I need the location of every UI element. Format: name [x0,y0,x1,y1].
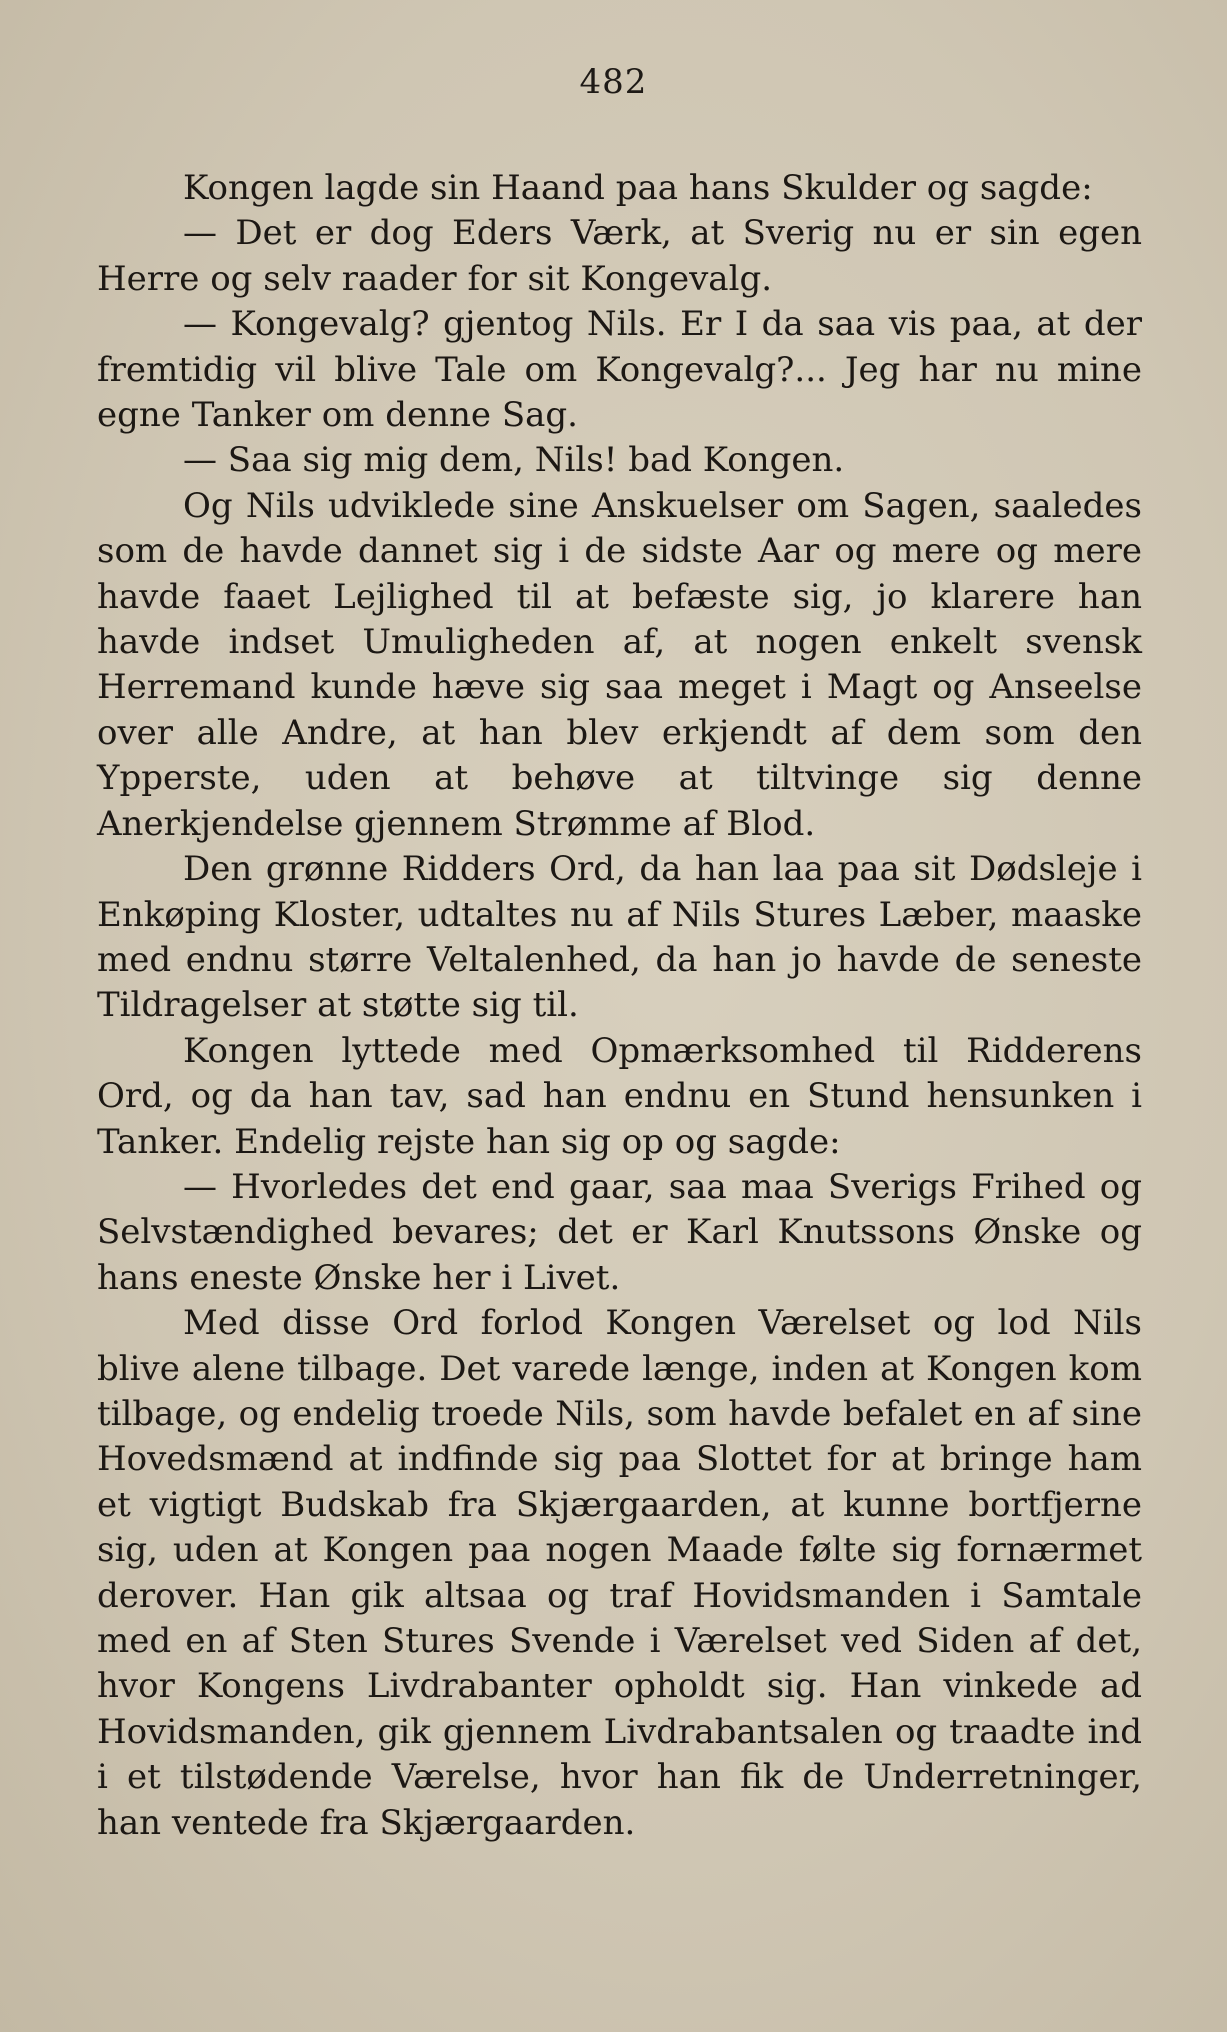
paragraph: Kongen lagde sin Haand paa hans Skulder og sagde: [183,168,1093,208]
paragraph: — Hvorledes det end gaar, saa maa Sverigs Frihed og Selvstændighed bevares; det er Karl Knutssons Ønske og hans eneste Ønske her i Livet. [97,1166,1142,1298]
paragraph: Og Nils udviklede sine Anskuelser om Sagen, saaledes som de havde dannet sig i de sidste Aar og mere og mere havde faaet Lejlighed til at befæste sig, jo klarere han havde indset Umuligheden af, at nogen enkelt svensk Herremand kunde hæve sig saa meget i Magt og Anseelse over alle Andre, at han blev erkjendt af dem som den Ypperste, uden at behøve at tiltvinge sig denne Anerkjendelse gjennem Strømme af Blod. [97,485,1142,844]
paragraph: Med disse Ord forlod Kongen Værelset og lod Nils blive alene tilbage. Det varede længe, inden at Kongen kom tilbage, og endelig troede Nils, som havde befalet en af sine Hovedsmænd at indfinde sig paa Slottet for at bringe ham et vigtigt Budskab fra Skjærgaarden, at kunne bortfjerne sig, uden at Kongen paa nogen Maade følte sig fornærmet derover. Han gik altsaa og traf Hovidsmanden i Samtale med en af Sten Stures Svende i Værelset ved Siden af det, hvor Kongens Livdrabanter opholdt sig. Han vinkede ad Hovidsmanden, gik gjennem Livdrabantsalen og traadte ind i et tilstødende Værelse, hvor han fik de Underretninger, han ventede fra Skjærgaarden. [97,1303,1142,1843]
paragraph: — Saa sig mig dem, Nils! bad Kongen. [183,440,845,481]
page-number: 482 [579,62,648,102]
paragraph: Den grønne Ridders Ord, da han laa paa sit Dødsleje i Enkøping Kloster, udtaltes nu af Nils Stures Læber, maaske med endnu større Veltalenhed, da han jo havde de seneste Tildragelser at støtte sig til. [97,849,1142,1026]
paragraph: — Det er dog Eders Værk, at Sverig nu er sin egen Herre og selv raader for sit Kongevalg. [97,213,1142,299]
page-text [97,166,1142,1846]
paragraph: Kongen lyttede med Opmærksomhed til Ridderens Ord, og da han tav, sad han endnu en Stund hensunken i Tanker. Endelig rejste han sig op og sagde: [97,1030,1142,1162]
paragraph: — Kongevalg? gjentog Nils. Er I da saa vis paa, at der fremtidig vil blive Tale om Kongevalg?... Jeg har nu mine egne Tanker om denne Sag. [97,304,1142,436]
